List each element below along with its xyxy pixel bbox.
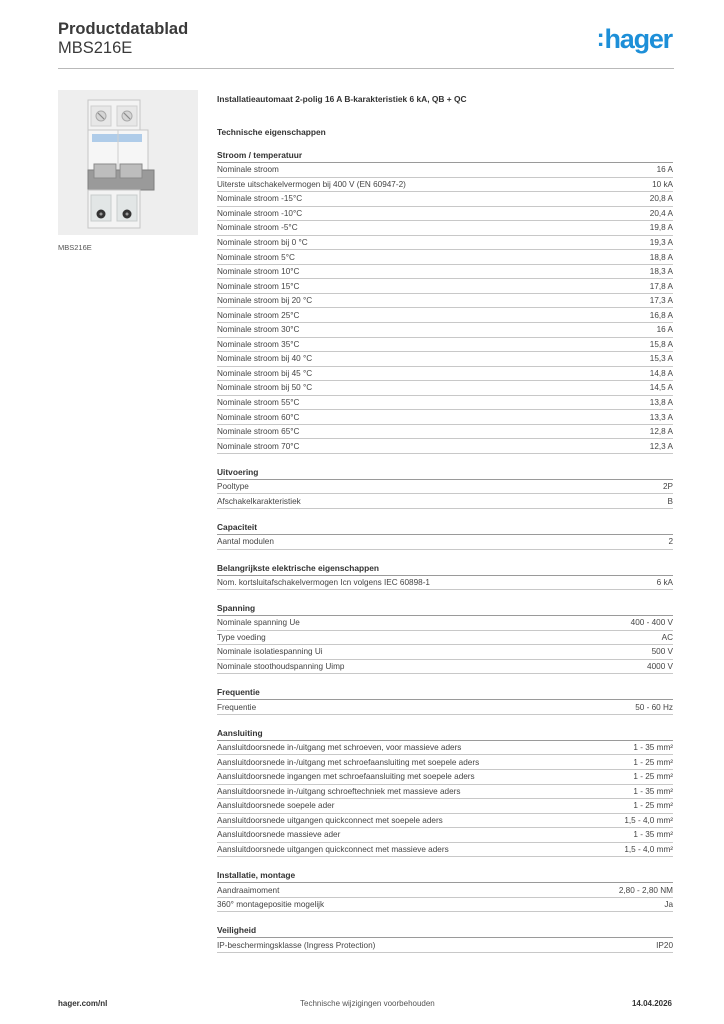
spec-value: 16,8 A [649, 310, 673, 320]
spec-value: 6 kA [656, 577, 673, 587]
spec-row [217, 700, 673, 715]
spec-group [217, 521, 673, 550]
spec-label: Aandraaimoment [217, 885, 280, 895]
spec-group-title: Belangrijkste elektrische eigenschappen [217, 562, 673, 576]
spec-label: Nominale stroom 60°C [217, 412, 300, 422]
spec-label: Nominale stroom bij 0 °C [217, 238, 308, 247]
spec-label: Pooltype [217, 482, 249, 492]
spec-row [217, 785, 673, 800]
spec-label: Nominale stroom 35°C [217, 339, 300, 349]
spec-group [217, 602, 673, 674]
spec-group-title: Spanning [217, 602, 673, 616]
spec-row [217, 898, 673, 913]
spec-label: Aansluitdoorsnede ingangen met schroefaansluiting met soepele aders [217, 772, 475, 782]
spec-value: IP20 [656, 940, 673, 950]
spec-label: Nom. kortsluitafschakelvermogen Icn volgens IEC 60898-1 [217, 577, 430, 587]
spec-value: 1,5 - 4,0 mm² [624, 815, 673, 825]
spec-label: Nominale stroom 70°C [217, 441, 300, 451]
document-title: Productdatablad [58, 20, 189, 38]
spec-value: 50 - 60 Hz [635, 702, 673, 712]
spec-label: Aansluitdoorsnede uitgangen quickconnect met massieve aders [217, 844, 449, 854]
spec-label: Aantal modulen [217, 537, 274, 547]
footer-disclaimer: Technische wijzigingen voorbehouden [300, 999, 435, 1008]
spec-label: Nominale stroom -5°C [217, 223, 298, 233]
spec-row [217, 799, 673, 814]
spec-group-title: Aansluiting [217, 727, 673, 741]
spec-value: 19,3 A [649, 238, 673, 247]
spec-label: Nominale stroom 10°C [217, 267, 300, 277]
spec-row [217, 294, 673, 309]
page-header [58, 20, 674, 68]
spec-label: Nominale stroom -10°C [217, 208, 303, 218]
logo-text: hager [604, 24, 672, 54]
spec-row [217, 410, 673, 425]
spec-value: 1 - 35 mm² [633, 786, 673, 796]
spec-row [217, 843, 673, 858]
spec-value: 2P [662, 482, 673, 492]
spec-row [217, 645, 673, 660]
spec-label: Nominale stroom [217, 165, 279, 175]
spec-label: Aansluitdoorsnede in-/uitgang schroeftechniek met massieve aders [217, 786, 461, 796]
spec-value: 16 A [656, 325, 673, 335]
spec-label: 360° montagepositie mogelijk [217, 900, 325, 910]
logo-colon-icon: : [596, 25, 604, 52]
spec-row [217, 163, 673, 178]
spec-row [217, 439, 673, 454]
spec-row [217, 814, 673, 829]
product-code: MBS216E [58, 39, 133, 57]
image-caption: MBS216E [58, 243, 92, 252]
spec-row [217, 494, 673, 509]
spec-label: Nominale stroom bij 45 °C [217, 368, 313, 378]
spec-row [217, 250, 673, 265]
spec-group-title: Installatie, montage [217, 869, 673, 883]
spec-groups [217, 149, 673, 953]
spec-value: 12,8 A [649, 427, 673, 437]
spec-group-title: Capaciteit [217, 521, 673, 535]
spec-row [217, 178, 673, 193]
spec-row [217, 381, 673, 396]
spec-group [217, 924, 673, 953]
spec-group-title: Veiligheid [217, 924, 673, 938]
spec-label: Frequentie [217, 702, 257, 712]
spec-value: 16 A [656, 165, 673, 175]
spec-label: Nominale stroom 30°C [217, 325, 300, 335]
spec-value: 14,8 A [649, 368, 673, 378]
spec-row [217, 480, 673, 495]
spec-row [217, 352, 673, 367]
spec-value: 13,8 A [649, 398, 673, 408]
spec-row [217, 576, 673, 591]
spec-value: 12,3 A [649, 441, 673, 451]
spec-value: 1 - 25 mm² [633, 757, 673, 767]
spec-value: 15,8 A [649, 339, 673, 349]
spec-row [217, 308, 673, 323]
spec-label: Nominale stroom bij 40 °C [217, 354, 313, 364]
spec-label: Aansluitdoorsnede in-/uitgang met schroefaansluiting met soepele aders [217, 757, 480, 767]
spec-group [217, 149, 673, 454]
spec-row [217, 741, 673, 756]
spec-row [217, 883, 673, 898]
spec-row [217, 535, 673, 550]
spec-label: Afschakelkarakteristiek [217, 496, 301, 506]
spec-label: Nominale stroom bij 20 °C [217, 296, 313, 306]
spec-label: Uiterste uitschakelvermogen bij 400 V (EN 60947-2) [217, 179, 406, 189]
spec-label: Aansluitdoorsnede massieve ader [217, 830, 341, 840]
spec-row [217, 938, 673, 953]
spec-value: 4000 V [647, 662, 673, 672]
spec-value: 1 - 35 mm² [633, 830, 673, 840]
spec-row [217, 425, 673, 440]
spec-row [217, 236, 673, 251]
spec-group [217, 869, 673, 912]
spec-value: 1 - 25 mm² [633, 801, 673, 811]
spec-label: Type voeding [217, 632, 266, 642]
spec-label: Aansluitdoorsnede uitgangen quickconnect met soepele aders [217, 815, 443, 825]
spec-group [217, 466, 673, 509]
product-image [58, 90, 198, 235]
section-title: Technische eigenschappen [217, 127, 326, 137]
circuit-breaker-icon [58, 90, 198, 235]
spec-value: 1 - 35 mm² [633, 743, 673, 753]
spec-value: 1,5 - 4,0 mm² [624, 844, 673, 854]
spec-value: 2 [668, 537, 673, 547]
spec-row [217, 755, 673, 770]
spec-label: Nominale stroom 55°C [217, 398, 300, 408]
spec-value: 20,4 A [649, 208, 673, 218]
spec-value: B [667, 496, 673, 506]
spec-label: IP-beschermingsklasse (Ingress Protection) [217, 940, 376, 950]
spec-label: Aansluitdoorsnede soepele ader [217, 801, 335, 811]
spec-group-title: Uitvoering [217, 466, 673, 480]
spec-row [217, 338, 673, 353]
spec-value: 18,3 A [649, 267, 673, 277]
product-description: Installatieautomaat 2-polig 16 A B-karakteristiek 6 kA, QB + QC [217, 94, 467, 104]
spec-value: Ja [664, 900, 673, 910]
spec-value: 15,3 A [649, 354, 673, 364]
spec-row [217, 367, 673, 382]
spec-group [217, 727, 673, 857]
spec-row [217, 660, 673, 675]
spec-value: AC [661, 632, 673, 642]
spec-content [217, 92, 673, 953]
spec-row [217, 323, 673, 338]
spec-value: 500 V [651, 647, 673, 657]
spec-value: 2,80 - 2,80 NM [618, 885, 673, 895]
spec-group [217, 686, 673, 715]
spec-row [217, 631, 673, 646]
spec-row [217, 396, 673, 411]
spec-label: Nominale stroom 15°C [217, 281, 300, 291]
spec-row [217, 770, 673, 785]
footer-website[interactable]: hager.com/nl [58, 999, 108, 1008]
spec-row [217, 828, 673, 843]
spec-value: 17,8 A [649, 281, 673, 291]
spec-label: Nominale stroom 65°C [217, 427, 300, 437]
spec-label: Nominale stroom 5°C [217, 252, 295, 262]
spec-row [217, 207, 673, 222]
spec-label: Nominale isolatiespanning Ui [217, 647, 323, 657]
spec-label: Nominale stroom -15°C [217, 194, 303, 204]
spec-label: Nominale spanning Ue [217, 618, 300, 628]
spec-row [217, 279, 673, 294]
spec-group-title: Frequentie [217, 686, 673, 700]
spec-value: 13,3 A [649, 412, 673, 422]
footer-date: 14.04.2026 [631, 999, 672, 1008]
spec-value: 400 - 400 V [630, 618, 673, 628]
spec-row [217, 192, 673, 207]
spec-label: Nominale stroom bij 50 °C [217, 383, 313, 393]
spec-value: 10 kA [652, 179, 673, 189]
spec-label: Aansluitdoorsnede in-/uitgang met schroeven, voor massieve aders [217, 743, 462, 753]
spec-value: 17,3 A [649, 296, 673, 306]
spec-value: 20,8 A [649, 194, 673, 204]
spec-row [217, 265, 673, 280]
spec-value: 14,5 A [649, 383, 673, 393]
spec-row [217, 616, 673, 631]
spec-group [217, 562, 673, 591]
header-divider [58, 68, 674, 69]
spec-label: Nominale stoothoudspanning Uimp [217, 662, 345, 672]
spec-value: 19,8 A [649, 223, 673, 233]
spec-group-title: Stroom / temperatuur [217, 149, 673, 163]
spec-value: 18,8 A [649, 252, 673, 262]
hager-logo [597, 26, 672, 53]
spec-label: Nominale stroom 25°C [217, 310, 300, 320]
spec-value: 1 - 25 mm² [633, 772, 673, 782]
spec-row [217, 221, 673, 236]
